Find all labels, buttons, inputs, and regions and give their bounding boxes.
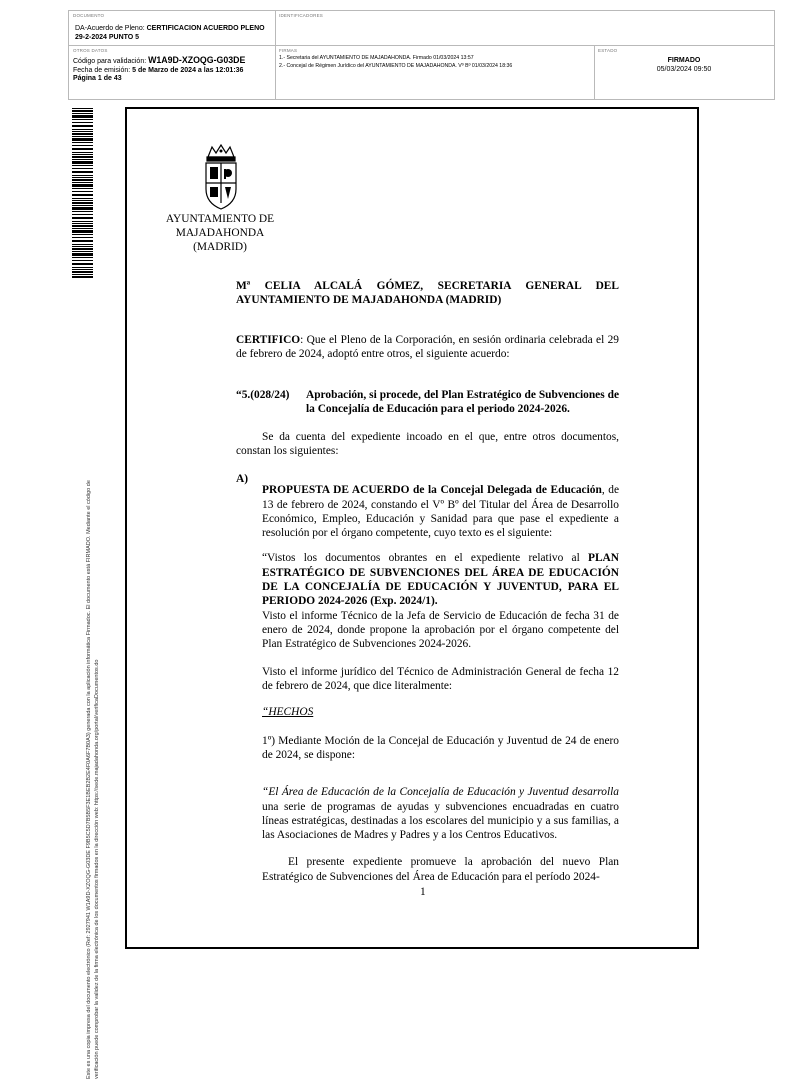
municipal-crest-icon	[198, 143, 244, 211]
hechos-heading: “HECHOS	[262, 706, 314, 718]
barcode-bar	[72, 113, 93, 114]
firmas-cell	[279, 48, 591, 70]
barcode-bar	[72, 138, 93, 141]
barcode-bar	[72, 175, 93, 176]
emission-date-line: Fecha de emisión: 5 de Marzo de 2024 a las 12:01:36	[73, 66, 244, 74]
informe-juridico-paragraph: Visto el informe jurídico del Técnico de Administración General de fecha 12 de febrero de 2024, que dice literalmente:	[262, 666, 619, 693]
barcode-bar	[72, 159, 93, 160]
letterhead	[160, 212, 280, 254]
document-header	[68, 10, 775, 100]
letterhead-line-3: (MADRID)	[193, 241, 247, 253]
barcode-bar	[72, 171, 93, 173]
side-text-line-1: Este es una copia impresa del documento electrónico (Ref: 2927941 W1A9D-XZOQG-G03DE F9B5C5D7B5B5F3E1BEB2B2E4F0A6F7B0A3) generada con la aplicación informática Firmadoc. El documento está FIRMADO. Mediante el código de	[86, 480, 92, 1079]
otros-datos-caption: OTROS DATOS	[73, 48, 108, 53]
quote-paragraph: “El Área de Educación de la Concejalía de Educación y Juventud desarrolla una serie de programas de ayudas y subvenciones encuadradas en cuatro líneas estratégicas, destinadas a los escolares del municipio y a sus familias, a las Asociaciones de Madres y Padres y a los Centros Educativos.	[262, 786, 619, 841]
section-a-label: A)	[236, 473, 249, 485]
barcode-bar	[72, 129, 93, 130]
hecho-1-paragraph: 1º) Mediante Moción de la Concejal de Educación y Juventud de 24 de enero de 2024, se dispone:	[262, 735, 619, 762]
validation-code[interactable]: W1A9D-XZOQG-G03DE	[148, 55, 246, 65]
certifico-label: CERTIFICO	[236, 334, 301, 346]
presente-paragraph: El presente expediente promueve la aprobación del nuevo Plan Estratégico de Subvenciones del Área de Educación para el período 2024-	[262, 856, 619, 883]
letterhead-line-2: MAJADAHONDA	[175, 227, 265, 239]
signer-heading	[236, 279, 619, 307]
estado-date: 05/03/2024 09:50	[656, 65, 712, 73]
firma-2: 2.- Concejal de Régimen Jurídico del AYUNTAMIENTO DE MAJADAHONDA. Vº Bº 01/03/2024 18:36	[279, 63, 513, 69]
expediente-paragraph: Se da cuenta del expediente incoado en el que, entre otros documentos, constan los siguientes:	[236, 431, 619, 458]
validation-code-line: Código para validación: W1A9D-XZOQG-G03DE	[73, 55, 246, 65]
barcode-bar	[72, 177, 93, 178]
barcode-bar	[72, 161, 93, 164]
barcode-bar	[72, 191, 93, 192]
documento-cell	[73, 13, 271, 42]
identificadores-cell	[279, 13, 579, 19]
barcode-bar	[72, 156, 93, 158]
barcode-bar	[72, 133, 93, 135]
informe-tecnico-paragraph: Visto el informe Técnico de la Jefa de Servicio de Educación de fecha 31 de enero de 2024, donde propone la aprobación por el órgano competente del Plan Estratégico de Subvenciones 2024-2026.	[262, 610, 619, 651]
barcode-bar	[72, 131, 93, 132]
barcode-bar	[72, 168, 93, 169]
section-a-paragraph: PROPUESTA DE ACUERDO de la Concejal Delegada de Educación, de 13 de febrero de 2024, constando el Vº Bº del Titular del Área de Desarrollo Económico, Empleo, Educación y Sanidad para que pase el expediente a resolución por el órgano competente, cuyo texto es el siguiente:	[262, 484, 619, 539]
firmas-caption: FIRMAS	[279, 48, 298, 53]
barcode-bar	[72, 110, 93, 112]
documento-caption: DOCUMENTO	[73, 13, 105, 18]
verification-side-text	[85, 195, 101, 1079]
page-number: 1	[420, 886, 426, 898]
barcode-bar	[72, 182, 93, 183]
barcode-bar	[72, 108, 93, 109]
certifico-paragraph: CERTIFICO: Que el Pleno de la Corporación, en sesión ordinaria celebrada el 29 de febrero de 2024, adoptó entre otros, el siguiente acuerdo:	[236, 334, 619, 361]
documento-title: DA-Acuerdo de Pleno: CERTIFICACION ACUERDO PLENO 29-2-2024 PUNTO 5	[75, 25, 265, 41]
barcode-bar	[72, 154, 93, 155]
barcode-bar	[72, 165, 93, 166]
barcode-bar	[72, 179, 93, 181]
signer-line-2: AYUNTAMIENTO DE MAJADAHONDA (MADRID)	[236, 294, 502, 307]
firma-1: 1.- Secretaria del AYUNTAMIENTO DE MAJADAHONDA. Firmado 01/03/2024 13:57	[279, 55, 474, 61]
barcode-bar	[72, 125, 93, 127]
barcode-bar	[72, 122, 93, 123]
item-title: Aprobación, si procede, del Plan Estratégico de Subvenciones de la Concejalía de Educación para el periodo 2024-2026.	[306, 389, 619, 416]
identificadores-caption: IDENTIFICADORES	[279, 13, 324, 18]
signer-line-1: Mª CELIA ALCALÁ GÓMEZ, SECRETARIA GENERAL DEL	[236, 280, 619, 292]
barcode-bar	[72, 148, 93, 150]
barcode-bar	[72, 188, 93, 189]
estado-cell	[598, 48, 770, 74]
estado-value: FIRMADO	[667, 57, 701, 64]
otros-datos-cell	[73, 48, 273, 84]
barcode-bar	[72, 115, 93, 118]
estado-caption: ESTADO	[598, 48, 618, 53]
vistos-paragraph: “Vistos los documentos obrantes en el expediente relativo al PLAN ESTRATÉGICO DE SUBVENCIONES DEL ÁREA DE EDUCACIÓN DE LA CONCEJALÍA DE EDUCACIÓN Y JUVENTUD, PARA EL PERIODO 2024-2026 (Exp. 2024/1).	[262, 552, 619, 607]
barcode-bar	[72, 136, 93, 137]
letterhead-line-1: AYUNTAMIENTO DE	[165, 213, 275, 225]
side-text-line-2: verificación puede comprobar la validez de la firma electrónica de los documentos firmados en la dirección web: https://sede.majadahonda.org/portal/verificaDocumentos.do	[94, 659, 100, 1079]
item-number: “5.(028/24)	[236, 389, 290, 401]
barcode-bar	[72, 184, 93, 187]
page-count: Página 1 de 43	[73, 75, 122, 82]
barcode-bar	[72, 145, 93, 146]
barcode-bar	[72, 152, 93, 153]
barcode-bar	[72, 142, 93, 143]
barcode-bar	[72, 119, 93, 120]
